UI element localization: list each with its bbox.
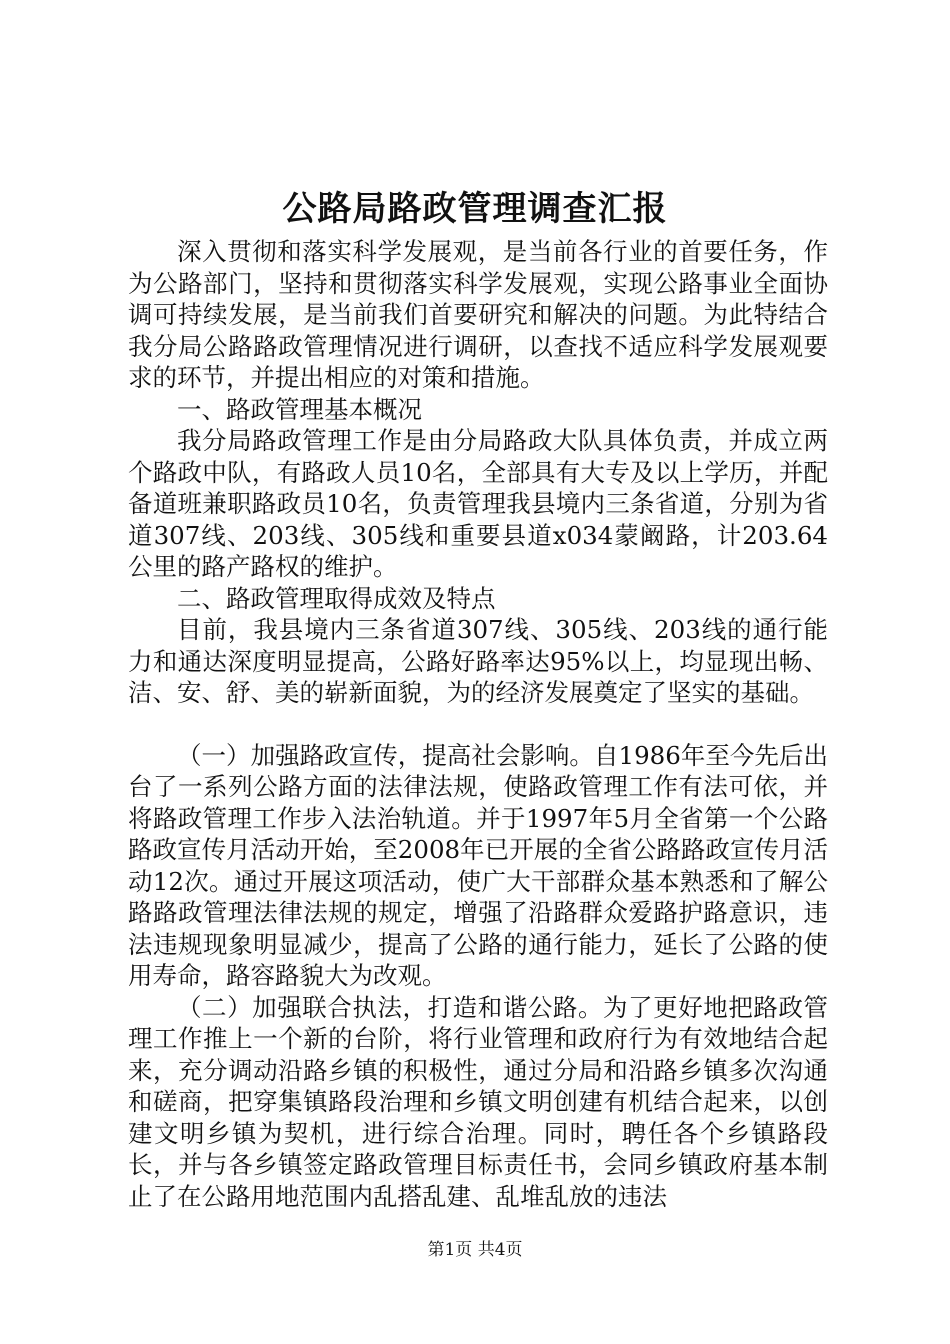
overview-paragraph: 我分局路政管理工作是由分局路政大队具体负责，并成立两个路政中队，有路政人员10名，全部具有大专及以上学历，并配备道班兼职路政员10名，负责管理我县境内三条省道，分别为省道307线、203线、305线和重要县道x034蒙阚路，计203.64公里的路产路权的维护。 bbox=[128, 426, 828, 581]
intro-paragraph: 深入贯彻和落实科学发展观，是当前各行业的首要任务，作为公路部门，坚持和贯彻落实科学发展观，实现公路事业全面协调可持续发展，是当前我们首要研究和解决的问题。为此特结合我分局公路路政管理情况进行调研，以查找不适应科学发展观要求的环节，并提出相应的对策和措施。 bbox=[128, 237, 828, 392]
subsection-joint-enforcement-paragraph: （二）加强联合执法，打造和谐公路。为了更好地把路政管理工作推上一个新的台阶，将行业管理和政府行为有效地结合起来，充分调动沿路乡镇的积极性，通过分局和沿路乡镇多次沟通和磋商，把穿集镇路段治理和乡镇文明创建有机结合起来，以创建文明乡镇为契机，进行综合治理。同时，聘任各个乡镇路段长，并与各乡镇签定路政管理目标责任书，会同乡镇政府基本制止了在公路用地范围内乱搭乱建、乱堆乱放的违法 bbox=[128, 992, 828, 1211]
section-heading-achievements: 二、路政管理取得成效及特点 bbox=[177, 583, 496, 613]
section-heading-overview: 一、路政管理基本概况 bbox=[177, 394, 422, 424]
document-title: 公路局路政管理调查汇报 bbox=[282, 189, 668, 229]
subsection-publicity-paragraph: （一）加强路政宣传，提高社会影响。自1986年至今先后出台了一系列公路方面的法律法规，使路政管理工作有法可依，并将路政管理工作步入法治轨道。并于1997年5月全省第一个公路路政宣传月活动开始，至2008年已开展的全省公路路政宣传月活动12次。通过开展这项活动，使广大干部群众基本熟悉和了解公路路政管理法律法规的规定，增强了沿路群众爱路护路意识，违法违规现象明显减少，提高了公路的通行能力，延长了公路的使用寿命，路容路貌大为改观。 bbox=[128, 740, 828, 990]
blank-line bbox=[128, 709, 828, 740]
document-body bbox=[128, 236, 828, 1212]
page-number-footer: 第1页 共4页 bbox=[427, 1240, 523, 1260]
achievements-paragraph: 目前，我县境内三条省道307线、305线、203线的通行能力和通达深度明显提高，公路好路率达95%以上，均显现出畅、洁、安、舒、美的崭新面貌，为的经济发展奠定了坚实的基础。 bbox=[128, 615, 828, 707]
